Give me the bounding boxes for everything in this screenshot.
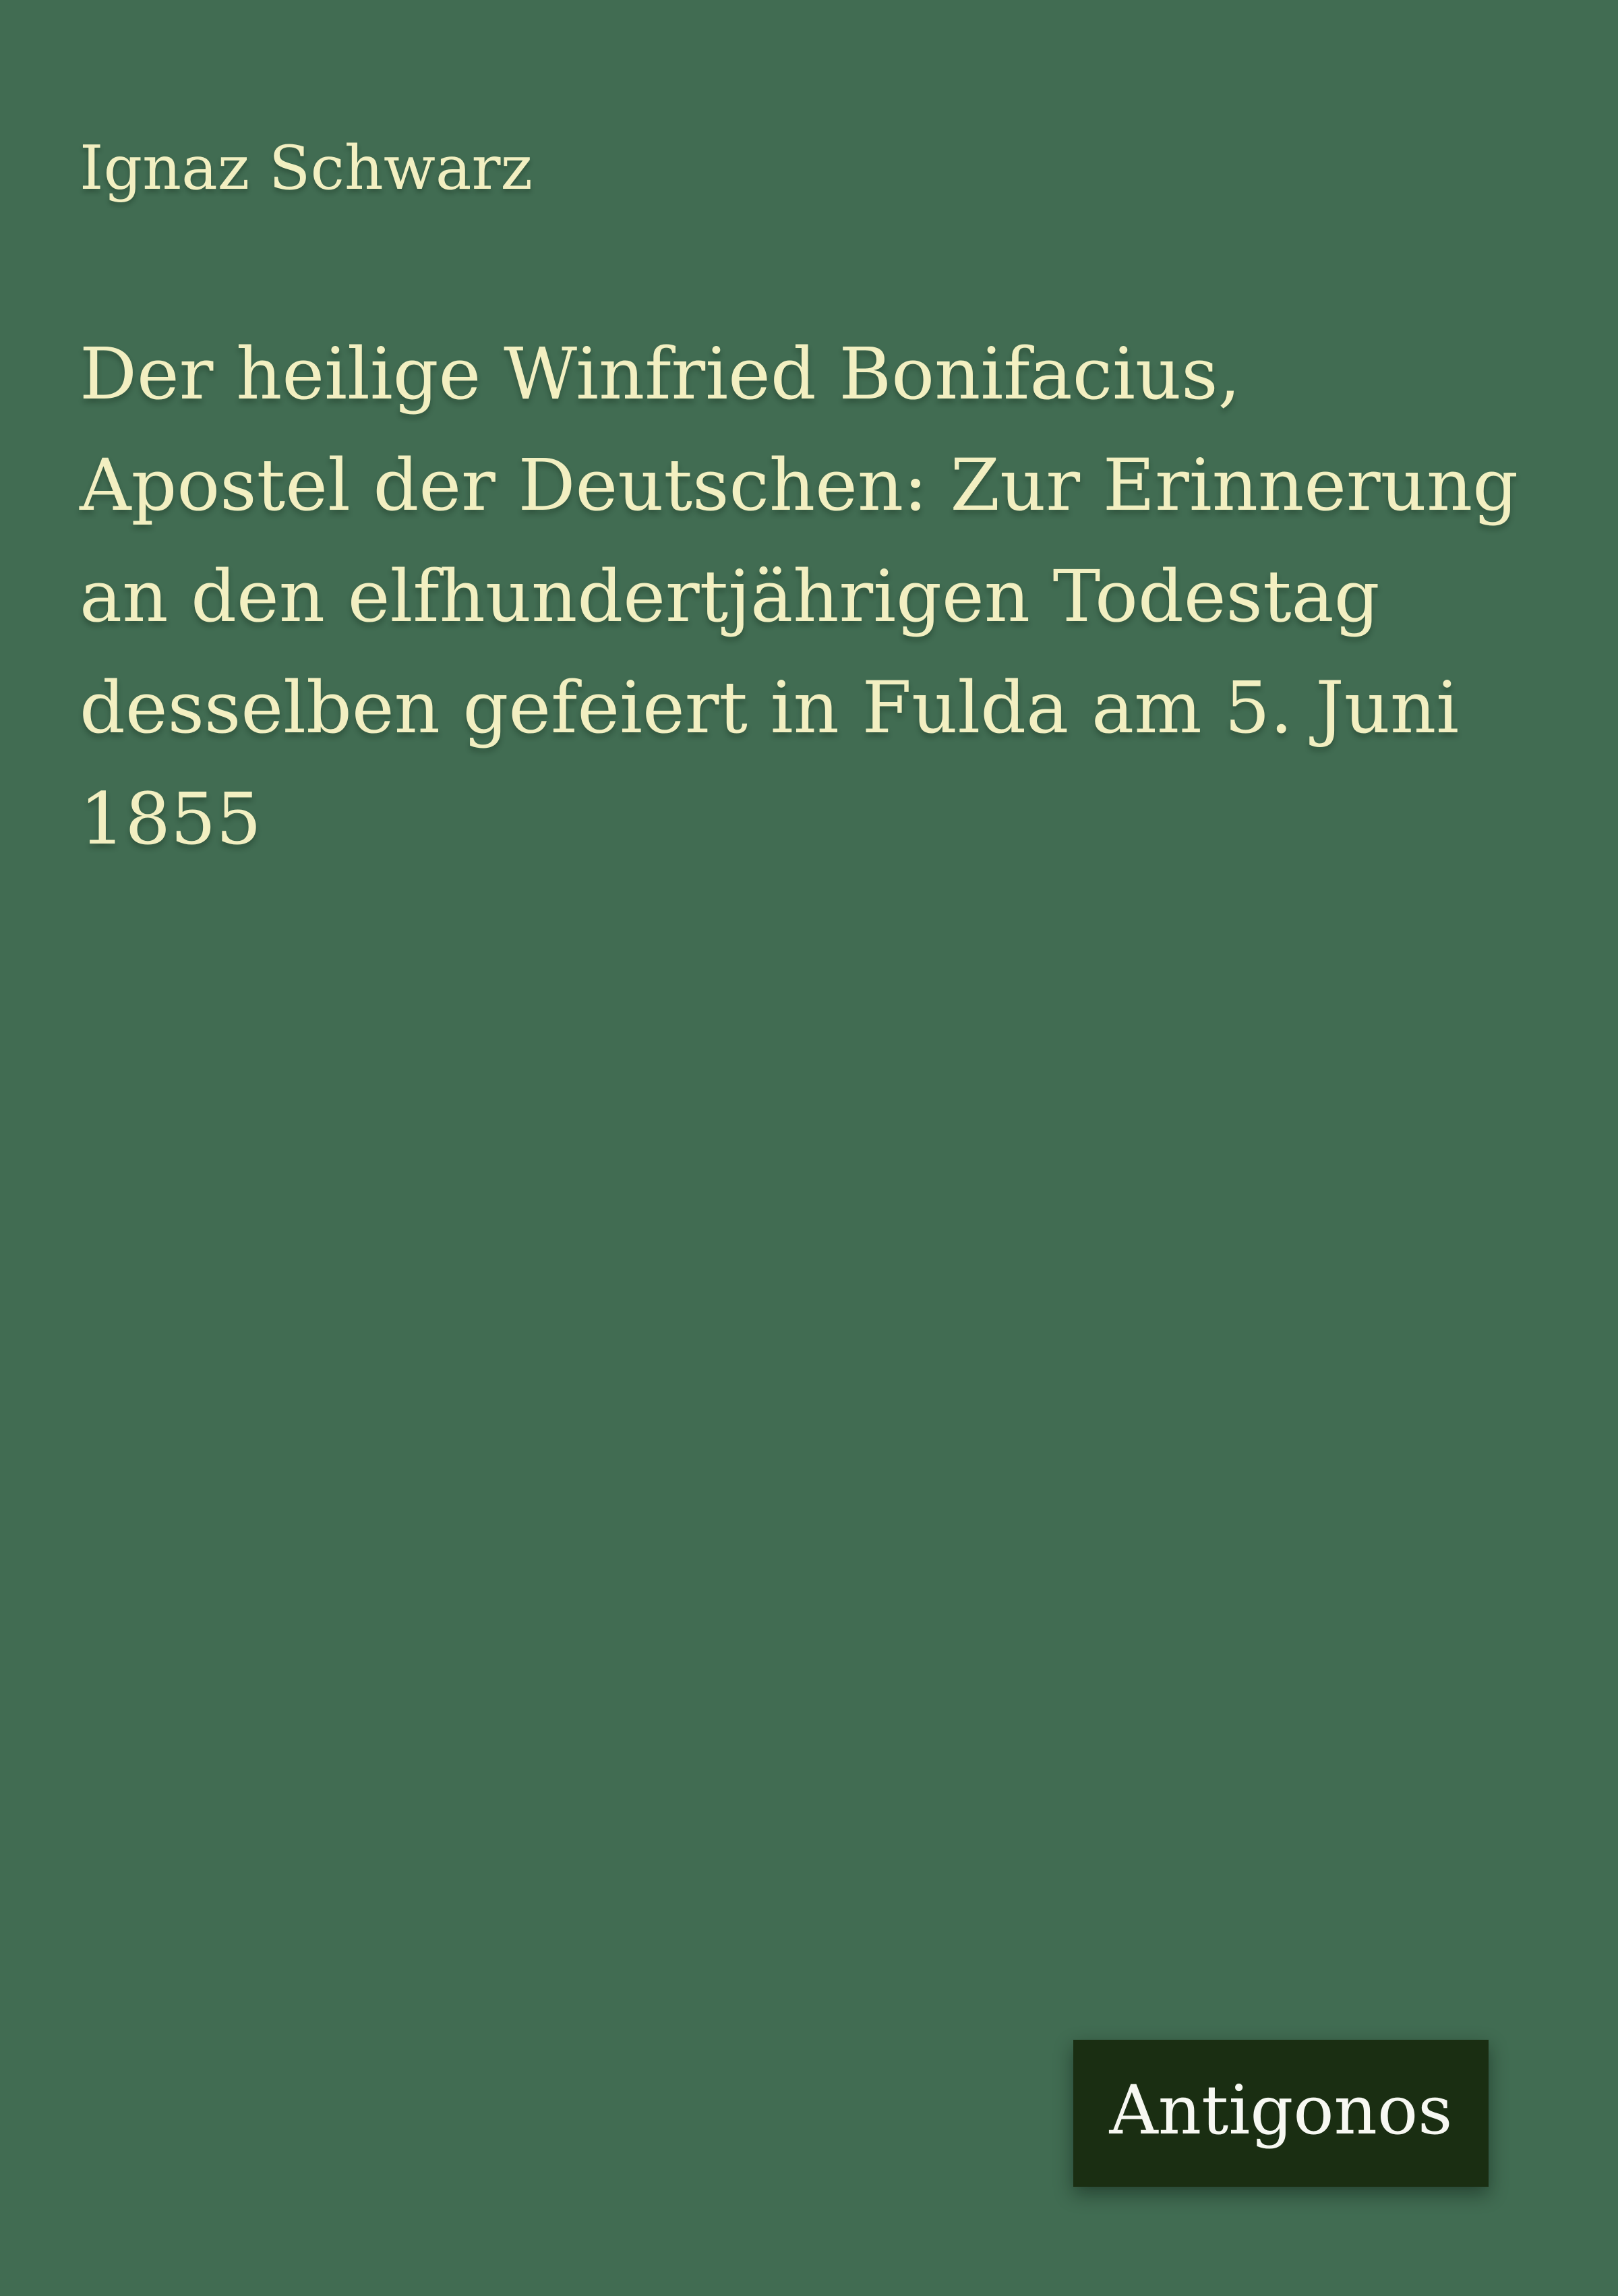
publisher-name: Antigonos xyxy=(1109,2071,1453,2150)
title-line-2: Apostel der Deutschen: Zur Erinnerung xyxy=(80,444,1519,527)
title-line-3: an den elfhundertjährigen Todestag xyxy=(80,555,1380,638)
title-line-4: desselben gefeiert in Fulda am 5. Juni xyxy=(80,666,1460,749)
title-line-5: 1855 xyxy=(80,777,262,860)
author-name: Ignaz Schwarz xyxy=(80,133,533,204)
title-line-1: Der heilige Winfried Bonifacius, xyxy=(80,332,1241,415)
publisher-logo-box xyxy=(1073,2040,1489,2187)
book-title xyxy=(80,318,1518,875)
